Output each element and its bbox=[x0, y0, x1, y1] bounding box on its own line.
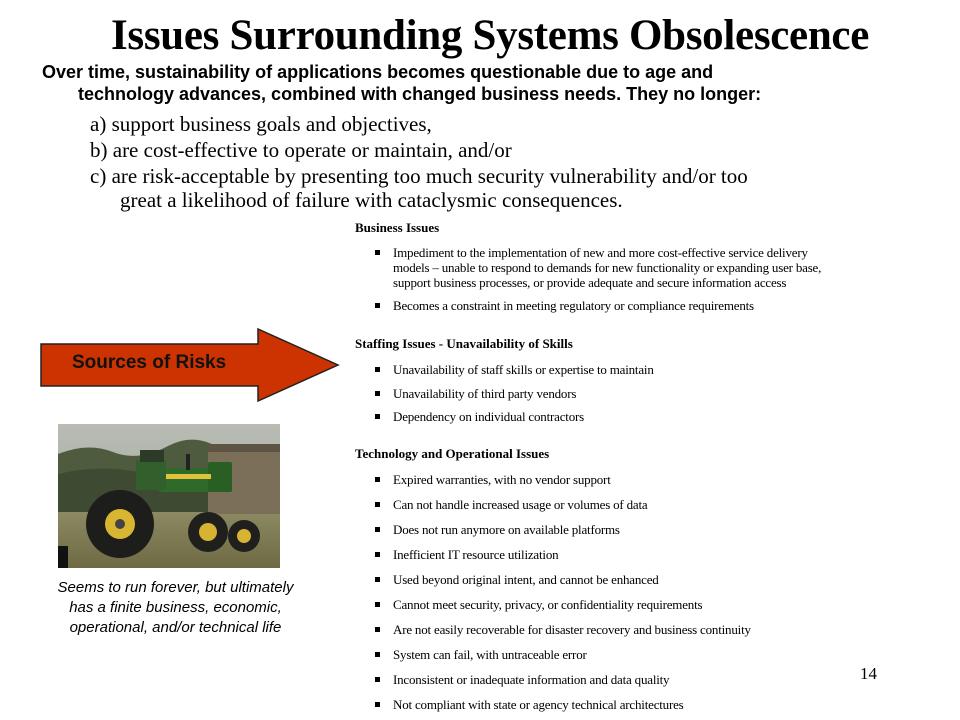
list-item bbox=[375, 622, 955, 637]
bullet-text: Not compliant with state or agency technical architectures bbox=[393, 697, 684, 712]
list-item bbox=[375, 362, 955, 377]
bullet-text: Does not run anymore on available platforms bbox=[393, 522, 620, 537]
list-item bbox=[375, 409, 955, 424]
bullet-text: Impediment to the implementation of new and more cost-effective service delivery bbox=[393, 245, 808, 260]
criteria-item-a bbox=[90, 112, 890, 136]
bullet-text: Can not handle increased usage or volumes of data bbox=[393, 497, 648, 512]
bullet-square-icon bbox=[375, 577, 380, 582]
bullet-square-icon bbox=[375, 677, 380, 682]
criteria-text: c) are risk-acceptable by presenting too much security vulnerability and/or too bbox=[90, 164, 748, 188]
technology-issues-heading: Technology and Operational Issues bbox=[355, 446, 550, 461]
bullet-text: Unavailability of staff skills or expertise to maintain bbox=[393, 362, 654, 377]
bullet-square-icon bbox=[375, 502, 380, 507]
list-item bbox=[375, 522, 955, 537]
bullet-square-icon bbox=[375, 602, 380, 607]
bullet-square-icon bbox=[375, 527, 380, 532]
list-item bbox=[375, 647, 955, 662]
page-number: 14 bbox=[860, 664, 877, 683]
bullet-text: Becomes a constraint in meeting regulatory or compliance requirements bbox=[393, 298, 754, 313]
photo-caption bbox=[28, 578, 323, 638]
caption-line: Seems to run forever, but ultimately bbox=[57, 579, 294, 596]
bullet-text: Expired warranties, with no vendor support bbox=[393, 472, 611, 487]
bullet-square-icon bbox=[375, 477, 380, 482]
intro-line-2: technology advances, combined with changed business needs. They no longer: bbox=[78, 84, 762, 104]
list-item bbox=[375, 298, 955, 313]
criteria-list bbox=[90, 112, 890, 214]
bullet-text: Inefficient IT resource utilization bbox=[393, 547, 559, 562]
bullet-text: System can fail, with untraceable error bbox=[393, 647, 587, 662]
list-item bbox=[375, 497, 955, 512]
criteria-text-continued: great a likelihood of failure with cataclysmic consequences. bbox=[120, 188, 623, 212]
business-issues-heading: Business Issues bbox=[355, 220, 440, 235]
intro-paragraph bbox=[42, 61, 922, 105]
list-item bbox=[375, 597, 955, 612]
criteria-text: b) are cost-effective to operate or maintain, and/or bbox=[90, 138, 512, 162]
bullet-square-icon bbox=[375, 627, 380, 632]
bullet-text: Inconsistent or inadequate information and data quality bbox=[393, 672, 670, 687]
staffing-issues-heading: Staffing Issues - Unavailability of Skills bbox=[355, 336, 573, 351]
slide-title: Issues Surrounding Systems Obsolescence bbox=[110, 12, 870, 59]
list-item bbox=[375, 547, 955, 562]
bullet-square-icon bbox=[375, 367, 380, 372]
caption-line: operational, and/or technical life bbox=[69, 619, 282, 636]
bullet-square-icon bbox=[375, 702, 380, 707]
criteria-item-b bbox=[90, 138, 890, 162]
bullet-text: Dependency on individual contractors bbox=[393, 409, 584, 424]
criteria-item-c bbox=[90, 164, 890, 212]
bullet-text: Used beyond original intent, and cannot be enhanced bbox=[393, 572, 659, 587]
bullet-text: models – unable to respond to demands for new functionality or expanding user base, bbox=[393, 260, 822, 275]
bullet-square-icon bbox=[375, 552, 380, 557]
list-item bbox=[375, 386, 955, 401]
bullet-text: support business processes, or provide adequate and secure information access bbox=[393, 275, 787, 290]
bullet-square-icon bbox=[375, 414, 380, 419]
bullet-text: Cannot meet security, privacy, or confidentiality requirements bbox=[393, 597, 703, 612]
business-issues-section bbox=[355, 220, 955, 235]
caption-line: has a finite business, economic, bbox=[69, 599, 282, 616]
criteria-text: a) support business goals and objectives, bbox=[90, 112, 432, 136]
tractor-photo bbox=[58, 424, 280, 568]
intro-line-1: Over time, sustainability of applications becomes questionable due to age and bbox=[42, 62, 714, 82]
sources-of-risks-label: Sources of Risks bbox=[72, 352, 227, 373]
list-item bbox=[375, 245, 955, 290]
bullet-square-icon bbox=[375, 391, 380, 396]
bullet-square-icon bbox=[375, 652, 380, 657]
bullet-square-icon bbox=[375, 250, 380, 255]
bullet-text: Are not easily recoverable for disaster recovery and business continuity bbox=[393, 622, 751, 637]
technology-issues-section bbox=[355, 446, 955, 461]
staffing-issues-section bbox=[355, 336, 955, 351]
list-item bbox=[375, 472, 955, 487]
bullet-square-icon bbox=[375, 303, 380, 308]
list-item bbox=[375, 697, 955, 712]
bullet-text: Unavailability of third party vendors bbox=[393, 386, 577, 401]
list-item bbox=[375, 572, 955, 587]
